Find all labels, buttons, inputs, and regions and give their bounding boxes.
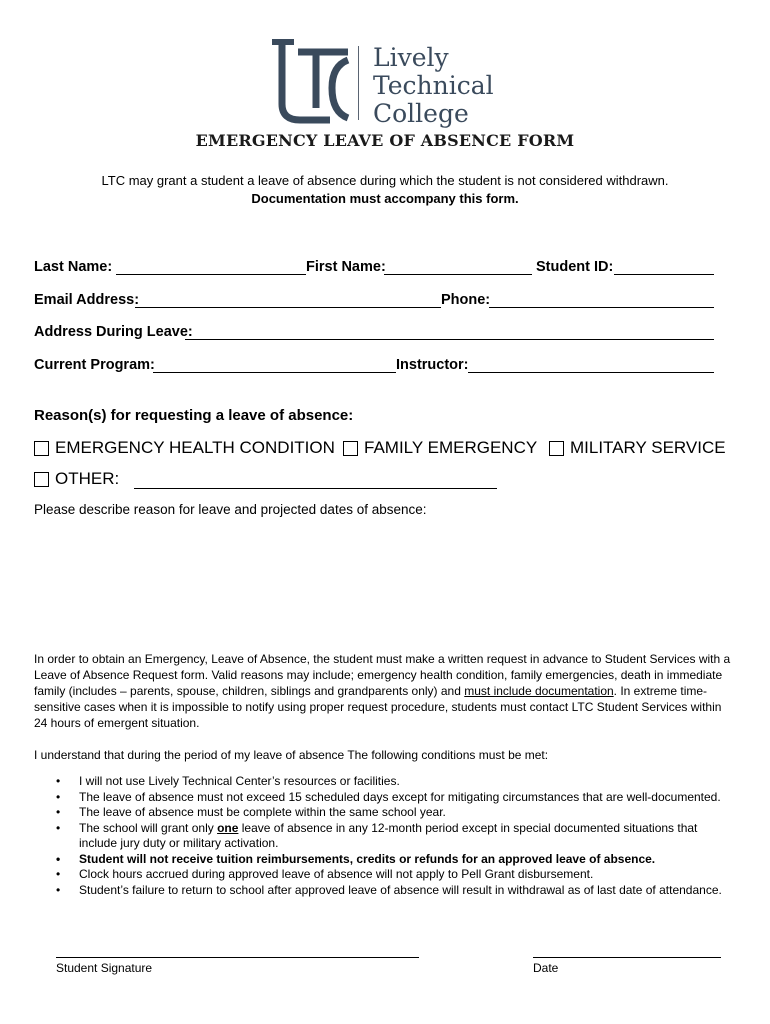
conditions-list <box>56 774 736 898</box>
instructor-label: Instructor: <box>396 357 469 373</box>
program-input[interactable] <box>153 357 396 373</box>
checkbox-emergency-health[interactable] <box>34 441 49 456</box>
student-signature-line[interactable] <box>56 957 419 958</box>
row-program <box>34 357 724 377</box>
other-reason-input[interactable] <box>134 471 497 489</box>
condition-item: • Student’s failure to return to school after approved leave of absence will result in withdrawal as of last date of attendance. <box>56 883 736 899</box>
condition-item: • The leave of absence must not exceed 15 scheduled days except for mitigating circumstances that are well-documented. <box>56 790 736 806</box>
phone-input[interactable] <box>489 292 714 308</box>
intro <box>0 172 770 208</box>
last-name-label: Last Name: <box>34 259 113 275</box>
ltc-monogram-icon <box>268 38 352 126</box>
row-name <box>34 259 724 279</box>
policy-text-a: In order to obtain an Emergency, Leave of Absence, the student must make a written request in advance to Student Services with a Leave of Absence Request form. Valid reasons may include; emergency health condition, family emergencies, death in immediate family (includes – parents, spouse, children, siblings and grandparents only) and <box>34 652 731 698</box>
checkbox-family-emergency[interactable] <box>343 441 358 456</box>
student-id-label: Student ID: <box>536 259 614 275</box>
first-name-label: First Name: <box>306 259 386 275</box>
conditions-intro: I understand that during the period of my leave of absence The following conditions must be met: <box>34 748 549 762</box>
policy-text-b: . In extreme time-sensitive cases when it is impossible to notify using proper request procedure, students must contact LTC Student Services within 24 hours of emergent situation. <box>34 684 722 730</box>
date-line[interactable] <box>533 957 721 958</box>
first-name-input[interactable] <box>384 259 532 275</box>
logo-line-3: College <box>373 99 469 128</box>
option-family-emergency-label: FAMILY EMERGENCY <box>364 438 538 457</box>
logo-divider <box>358 46 359 120</box>
form-title: EMERGENCY LEAVE OF ABSENCE FORM <box>195 131 575 150</box>
checkbox-other[interactable] <box>34 472 49 487</box>
logo-wordmark <box>373 44 494 128</box>
instructor-input[interactable] <box>468 357 714 373</box>
intro-line-2: Documentation must accompany this form. <box>251 191 519 206</box>
checkbox-military-service[interactable] <box>549 441 564 456</box>
address-input[interactable] <box>185 324 714 340</box>
student-signature-label: Student Signature <box>56 961 153 975</box>
program-label: Current Program: <box>34 357 155 373</box>
email-label: Email Address: <box>34 292 140 308</box>
policy-paragraph <box>34 651 734 731</box>
address-label: Address During Leave: <box>34 324 193 340</box>
condition-item: • Clock hours accrued during approved leave of absence will not apply to Pell Grant disbursement. <box>56 867 736 883</box>
logo-line-2: Technical <box>373 71 494 100</box>
describe-prompt: Please describe reason for leave and projected dates of absence: <box>34 502 427 517</box>
option-other[interactable] <box>34 469 119 489</box>
condition-prefix: The school will grant only <box>79 820 218 835</box>
condition-item <box>56 821 736 852</box>
condition-item: • The leave of absence must be complete within the same school year. <box>56 805 736 821</box>
option-emergency-health-label: EMERGENCY HEALTH CONDITION <box>55 438 335 457</box>
option-military-service-label: MILITARY SERVICE <box>570 438 726 457</box>
reason-options-row-2 <box>34 469 734 491</box>
last-name-input[interactable] <box>116 259 306 275</box>
student-id-input[interactable] <box>614 259 714 275</box>
option-emergency-health[interactable] <box>34 438 335 458</box>
email-input[interactable] <box>135 292 441 308</box>
reasons-heading: Reason(s) for requesting a leave of absence: <box>34 407 354 424</box>
condition-item: • I will not use Lively Technical Center’s resources or facilities. <box>56 774 736 790</box>
reason-options-row-1 <box>34 438 734 460</box>
phone-label: Phone: <box>441 292 491 308</box>
logo-line-1: Lively <box>373 43 449 72</box>
option-other-label: OTHER: <box>55 469 120 488</box>
condition-item: • Student will not receive tuition reimbursements, credits or refunds for an approved leave of absence. <box>56 852 736 868</box>
condition-emphasis: one <box>217 820 239 835</box>
row-address <box>34 324 724 344</box>
row-contact <box>34 292 724 312</box>
condition-rest: leave of absence in any 12-month period except in special documented situations that include jury duty or military activation. <box>79 820 698 850</box>
option-family-emergency[interactable] <box>343 438 537 458</box>
option-military-service[interactable] <box>549 438 726 458</box>
policy-underline: must include documentation <box>464 684 614 698</box>
date-label: Date <box>533 961 559 975</box>
intro-line-1: LTC may grant a student a leave of absence during which the student is not considered withdrawn. <box>101 173 669 188</box>
